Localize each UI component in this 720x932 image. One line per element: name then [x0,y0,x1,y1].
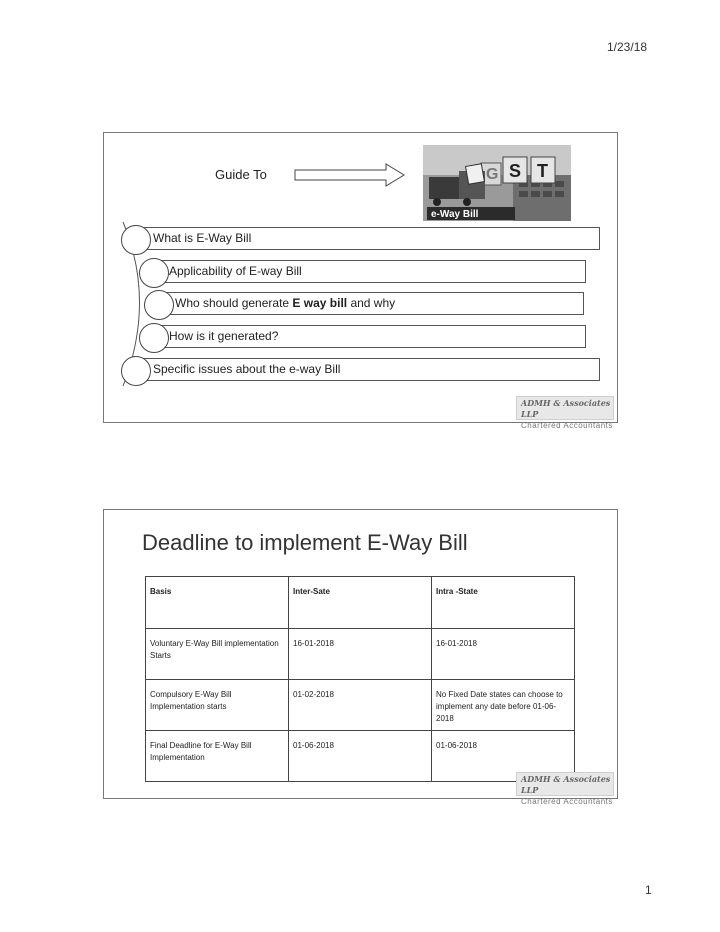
list-item-label: How is it generated? [169,329,279,343]
table-cell: No Fixed Date states can choose to implement any date before 01-06-2018 [432,680,575,731]
table-row [146,731,575,782]
table-header-cell: Intra -State [432,577,575,629]
logo-name: ADMH & Associates LLP [521,398,611,419]
bullet-circle [144,290,174,320]
slide-guide [103,132,618,430]
image-banner-text: e-Way Bill [431,209,479,220]
list-item-label: What is E-Way Bill [153,231,252,245]
table-cell: Final Deadline for E-Way Bill Implementation [146,731,289,782]
list-item-label: Who should generate [175,296,293,310]
list-item-label: Applicability of E-way Bill [169,264,302,278]
list-item [138,227,600,250]
list-item-label-bold: E way bill [292,296,348,310]
table-header-row [146,577,575,629]
table-row [146,680,575,731]
table-cell: Compulsory E-Way Bill Implementation starts [146,680,289,731]
list-item [154,260,586,283]
table-cell: 16-01-2018 [289,629,432,680]
slide-title: Deadline to implement E-Way Bill [142,530,468,555]
image-letter-t: T [537,161,548,181]
image-letter-s: S [509,161,522,181]
logo-subtitle: Chartered Accountants [521,421,613,430]
logo-subtitle: Chartered Accountants [521,797,613,806]
right-arrow-icon [294,163,406,187]
table-header-cell: Inter-Sate [289,577,432,629]
list-item-label: Specific issues about the e-way Bill [153,362,341,376]
page-date: 1/23/18 [607,40,648,54]
list-item-label-end: and why [347,296,396,310]
gst-eway-bill-image [423,145,571,221]
table-cell: 01-06-2018 [432,731,575,782]
deadline-table [145,576,575,782]
table-header-cell: Basis [146,577,289,629]
bullet-circle [121,225,151,255]
bullet-circle [121,356,151,386]
table-cell: 01-02-2018 [289,680,432,731]
logo-name: ADMH & Associates LLP [521,774,611,795]
table-row [146,629,575,680]
list-item [138,358,600,381]
list-item [154,325,586,348]
bullet-circle [139,323,169,353]
table-cell: Voluntary E-Way Bill implementation Starts [146,629,289,680]
image-letter-g: G [486,166,499,183]
table-cell: 16-01-2018 [432,629,575,680]
slide-deadline [103,509,618,806]
firm-logo [516,772,614,806]
page-number: 1 [645,883,652,897]
table-cell: 01-06-2018 [289,731,432,782]
guide-label: Guide To [215,167,267,182]
list-item [160,292,584,315]
bullet-circle [139,258,169,288]
firm-logo [516,396,614,430]
